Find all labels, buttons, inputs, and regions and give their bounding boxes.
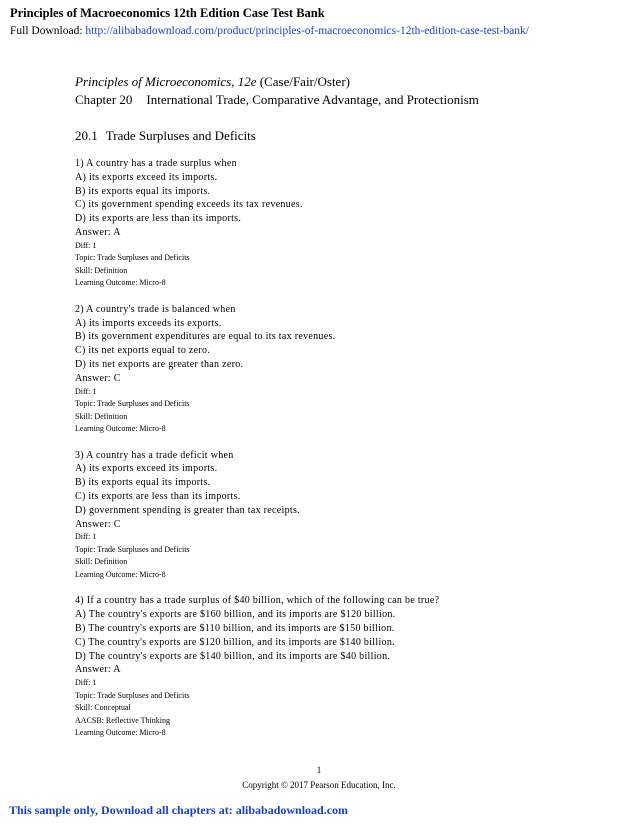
banner-title: Principles of Macroeconomics 12th Edition Case Test Bank xyxy=(10,6,325,20)
option-a: A) its exports exceed its imports. xyxy=(75,463,218,475)
meta-skill: Skill: Definition xyxy=(75,557,128,567)
option-b: B) The country's exports are $110 billion, and its imports are $150 billion. xyxy=(75,622,395,634)
option-c: C) The country's exports are $120 billion, and its imports are $140 billion. xyxy=(75,636,395,648)
meta-topic: Topic: Trade Surpluses and Deficits xyxy=(75,690,190,700)
section-number: 20.1 xyxy=(75,128,98,143)
answer: Answer: A xyxy=(75,664,121,676)
option-d: D) government spending is greater than tax receipts. xyxy=(75,504,300,516)
meta-topic: Topic: Trade Surpluses and Deficits xyxy=(75,399,190,409)
option-c: C) its government spending exceeds its tax revenues. xyxy=(75,199,303,211)
meta-learning-outcome: Learning Outcome: Micro-8 xyxy=(75,728,166,738)
option-c: C) its exports are less than its imports. xyxy=(75,490,241,502)
option-b: B) its exports equal its imports. xyxy=(75,185,211,197)
option-a: A) The country's exports are $160 billion, and its imports are $120 billion. xyxy=(75,609,396,621)
section-title: Trade Surpluses and Deficits xyxy=(105,128,256,143)
document-body xyxy=(75,73,595,753)
option-a: A) its exports exceed its imports. xyxy=(75,171,218,183)
top-banner xyxy=(10,4,635,40)
page-number: 1 xyxy=(316,765,322,775)
question-stem: 1) A country has a trade surplus when xyxy=(75,158,237,169)
meta-difficulty: Diff: 1 xyxy=(75,386,97,396)
option-b: B) its exports equal its imports. xyxy=(75,477,211,489)
option-a: A) its imports exceeds its exports. xyxy=(75,317,222,329)
answer: Answer: A xyxy=(75,226,121,238)
meta-difficulty: Diff: 1 xyxy=(75,240,97,250)
question-2 xyxy=(75,303,595,436)
option-d: D) its exports are less than its imports. xyxy=(75,213,242,225)
meta-skill: Skill: Definition xyxy=(75,265,128,275)
meta-skill: Skill: Definition xyxy=(75,411,128,421)
book-title-italic: Principles of Microeconomics, 12e xyxy=(75,74,257,89)
page-footer xyxy=(0,764,638,791)
meta-learning-outcome: Learning Outcome: Micro-8 xyxy=(75,424,166,434)
answer: Answer: C xyxy=(75,518,121,530)
copyright-notice: Copyright © 2017 Pearson Education, Inc. xyxy=(242,780,396,790)
meta-topic: Topic: Trade Surpluses and Deficits xyxy=(75,544,190,554)
chapter-number: Chapter 20 xyxy=(75,92,133,107)
question-1 xyxy=(75,157,595,290)
download-link[interactable]: http://alibabadownload.com/product/principles-of-macroeconomics-12th-edition-case-test-bank/ xyxy=(85,25,529,37)
question-stem: 2) A country's trade is balanced when xyxy=(75,303,236,315)
meta-difficulty: Diff: 1 xyxy=(75,532,97,542)
question-list xyxy=(75,157,595,740)
option-b: B) its government expenditures are equal to its tax revenues. xyxy=(75,331,336,343)
book-authors: (Case/Fair/Oster) xyxy=(256,74,350,89)
meta-learning-outcome: Learning Outcome: Micro-8 xyxy=(75,278,166,288)
option-d: D) The country's exports are $140 billion, and its imports are $40 billion. xyxy=(75,650,391,662)
chapter-title: International Trade, Comparative Advantage, and Protectionism xyxy=(146,92,479,107)
book-title xyxy=(75,73,595,90)
option-d: D) its net exports are greater than zero. xyxy=(75,358,244,370)
section-heading xyxy=(75,127,595,144)
meta-difficulty: Diff: 1 xyxy=(75,678,97,688)
meta-learning-outcome: Learning Outcome: Micro-8 xyxy=(75,569,166,579)
banner-download-line xyxy=(10,22,635,40)
question-3 xyxy=(75,449,595,582)
meta-skill: Skill: Conceptual xyxy=(75,703,131,713)
question-stem: 4) If a country has a trade surplus of $40 billion, which of the following can be true? xyxy=(75,595,440,607)
sample-notice-link[interactable]: This sample only, Download all chapters at: alibabadownload.com xyxy=(9,803,349,817)
chapter-heading xyxy=(75,91,595,108)
meta-aacsb: AACSB: Reflective Thinking xyxy=(75,715,170,725)
question-4 xyxy=(75,594,595,739)
download-prefix: Full Download: xyxy=(10,25,86,37)
option-c: C) its net exports equal to zero. xyxy=(75,345,211,357)
answer: Answer: C xyxy=(75,372,121,384)
meta-topic: Topic: Trade Surpluses and Deficits xyxy=(75,253,190,263)
question-stem: 3) A country has a trade deficit when xyxy=(75,449,234,461)
